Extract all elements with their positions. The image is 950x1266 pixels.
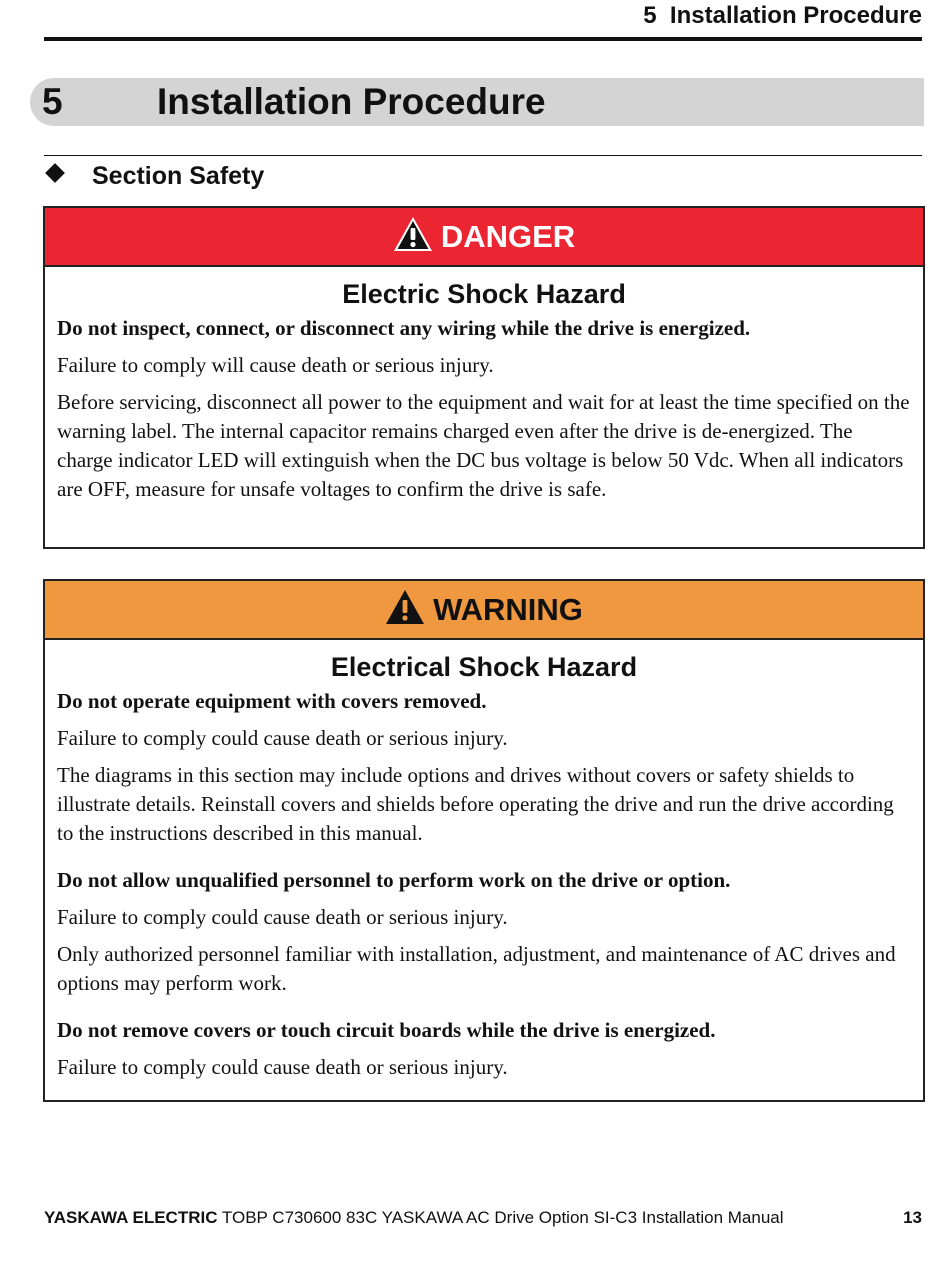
warning-consequence: Failure to comply could cause death or serious injury. [57, 1055, 508, 1079]
footer-document-title: TOBP C730600 83C YASKAWA AC Drive Option SI-C3 Installation Manual [217, 1208, 784, 1227]
warning-triangle-icon [385, 589, 425, 630]
danger-signal-word: DANGER [440, 218, 576, 254]
page-number: 13 [903, 1208, 922, 1227]
footer-company: YASKAWA ELECTRIC [44, 1208, 218, 1227]
warning-consequence: Failure to comply could cause death or serious injury. [57, 726, 508, 750]
warning-item [57, 866, 911, 998]
danger-hazard-title: Electric Shock Hazard [342, 279, 626, 309]
warning-signal-word: WARNING [433, 591, 583, 627]
danger-consequence: Failure to comply will cause death or serious injury. [57, 353, 494, 377]
danger-detail: Before servicing, disconnect all power to the equipment and wait for at least the time specified on the warning label. The internal capacitor remains charged even after the drive is de-energized. The charge indicator LED will extinguish when the DC bus voltage is below 50 Vdc. When all indicators are OFF, measure for unsafe voltages to confirm the drive is safe. [57, 390, 910, 501]
warning-hazard-title: Electrical Shock Hazard [330, 652, 638, 682]
page-footer [44, 1208, 922, 1234]
warning-instruction: Do not operate equipment with covers removed. [57, 689, 487, 713]
danger-header [45, 208, 923, 267]
warning-body [45, 687, 923, 1082]
warning-item [57, 687, 911, 848]
warning-item [57, 1016, 911, 1082]
chapter-banner [30, 78, 924, 126]
warning-instruction: Do not allow unqualified personnel to perform work on the drive or option. [57, 868, 731, 892]
warning-instruction: Do not remove covers or touch circuit boards while the drive is energized. [57, 1018, 716, 1042]
warning-consequence: Failure to comply could cause death or serious injury. [57, 905, 508, 929]
chapter-title: Installation Procedure [157, 81, 546, 122]
chapter-number: 5 [42, 81, 63, 122]
warning-box [43, 579, 925, 1102]
footer-document-line [44, 1208, 784, 1228]
warning-triangle-icon [393, 216, 433, 257]
section-title: Section Safety [92, 162, 265, 190]
diamond-bullet-icon [45, 163, 65, 183]
danger-box [43, 206, 925, 549]
danger-instruction: Do not inspect, connect, or disconnect any wiring while the drive is energized. [57, 316, 751, 340]
running-header [44, 0, 922, 41]
warning-header [45, 581, 923, 640]
section-divider [44, 155, 922, 156]
running-header-title: 5 Installation Procedure [643, 2, 922, 29]
danger-body [45, 314, 923, 504]
warning-detail: The diagrams in this section may include options and drives without covers or safety shields to illustrate details. Reinstall covers and shields before operating the drive and run the drive according to the instructions described in this manual. [57, 763, 894, 845]
warning-detail: Only authorized personnel familiar with installation, adjustment, and maintenance of AC drives and options may perform work. [57, 942, 896, 995]
